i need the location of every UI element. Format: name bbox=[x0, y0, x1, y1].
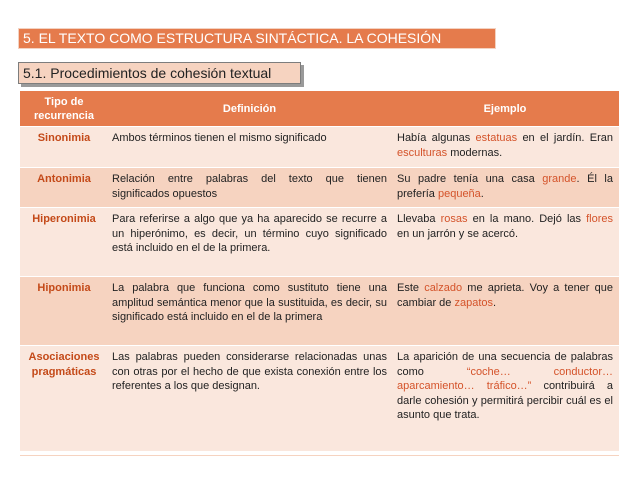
definition-cell: Relación entre palabras del texto que tienen significados opuestos bbox=[108, 168, 391, 208]
definition-cell: Las palabras pueden considerarse relacionadas unas con otras por el hecho de que exista conexión entre los referentes a los que designan. bbox=[108, 346, 391, 451]
example-text: Este bbox=[397, 282, 425, 294]
highlighted-word: zapatos bbox=[454, 296, 494, 309]
term-cell: Antonimia bbox=[20, 168, 108, 208]
example-text: Llevaba bbox=[397, 213, 441, 225]
slide-title: 5. EL TEXTO COMO ESTRUCTURA SINTÁCTICA. LA COHESIÓN bbox=[18, 28, 496, 49]
header-example: Ejemplo bbox=[391, 91, 619, 127]
cohesion-table bbox=[20, 91, 619, 451]
highlighted-word: “coche… conductor… aparcamiento… tráfico…” bbox=[397, 365, 613, 392]
example-cell bbox=[391, 277, 619, 346]
highlighted-word: esculturas bbox=[397, 146, 448, 159]
highlighted-word: calzado bbox=[424, 282, 463, 294]
table-row bbox=[20, 208, 619, 277]
example-cell bbox=[391, 168, 619, 208]
example-text: . Él la prefería bbox=[397, 173, 613, 200]
example-text: . bbox=[493, 296, 497, 309]
example-text: . bbox=[480, 187, 484, 200]
term-cell: Hiperonimia bbox=[20, 208, 108, 277]
example-text: contribuirá a darle cohesión y permitirá percibir cuál es el asunto que trata. bbox=[397, 380, 613, 421]
example-cell bbox=[391, 208, 619, 277]
definition-cell: La palabra que funciona como sustituto tiene una amplitud semántica menor que la sustituida, es decir, su significado está incluido en el de la primera bbox=[108, 277, 391, 346]
table-row bbox=[20, 346, 619, 451]
header-type: Tipo de recurrencia bbox=[20, 91, 108, 127]
example-text: en la mano. Dejó las bbox=[467, 213, 587, 225]
table-row bbox=[20, 127, 619, 168]
section-subtitle: 5.1. Procedimientos de cohesión textual bbox=[18, 62, 301, 84]
example-text: Su padre tenía una casa bbox=[397, 173, 543, 185]
highlighted-word: estatuas bbox=[475, 132, 518, 144]
highlighted-word: grande bbox=[542, 173, 577, 185]
header-definition: Definición bbox=[108, 91, 391, 127]
table-bottom-rule bbox=[20, 455, 619, 456]
example-cell bbox=[391, 346, 619, 451]
highlighted-word: pequeña bbox=[437, 187, 481, 200]
example-text: modernas. bbox=[447, 146, 503, 159]
example-text: en un jarrón y se acercó. bbox=[397, 227, 519, 240]
term-cell: Sinonimia bbox=[20, 127, 108, 168]
example-text: Había algunas bbox=[397, 132, 476, 144]
highlighted-word: flores bbox=[586, 213, 614, 225]
example-text: me aprieta. Voy a tener que cambiar de bbox=[397, 282, 613, 309]
definition-cell: Ambos términos tienen el mismo significado bbox=[108, 127, 391, 168]
definition-cell: Para referirse a algo que ya ha aparecido se recurre a un hiperónimo, es decir, un término cuyo significado está incluido en el de la primera. bbox=[108, 208, 391, 277]
term-cell: Asociaciones pragmáticas bbox=[20, 346, 108, 451]
table-row bbox=[20, 168, 619, 208]
term-cell: Hiponimia bbox=[20, 277, 108, 346]
table-header-row bbox=[20, 91, 619, 127]
example-text: en el jardín. Eran bbox=[517, 132, 613, 144]
table-row bbox=[20, 277, 619, 346]
highlighted-word: rosas bbox=[440, 213, 468, 225]
example-cell bbox=[391, 127, 619, 168]
example-text: La aparición de una secuencia de palabras como bbox=[397, 351, 613, 378]
